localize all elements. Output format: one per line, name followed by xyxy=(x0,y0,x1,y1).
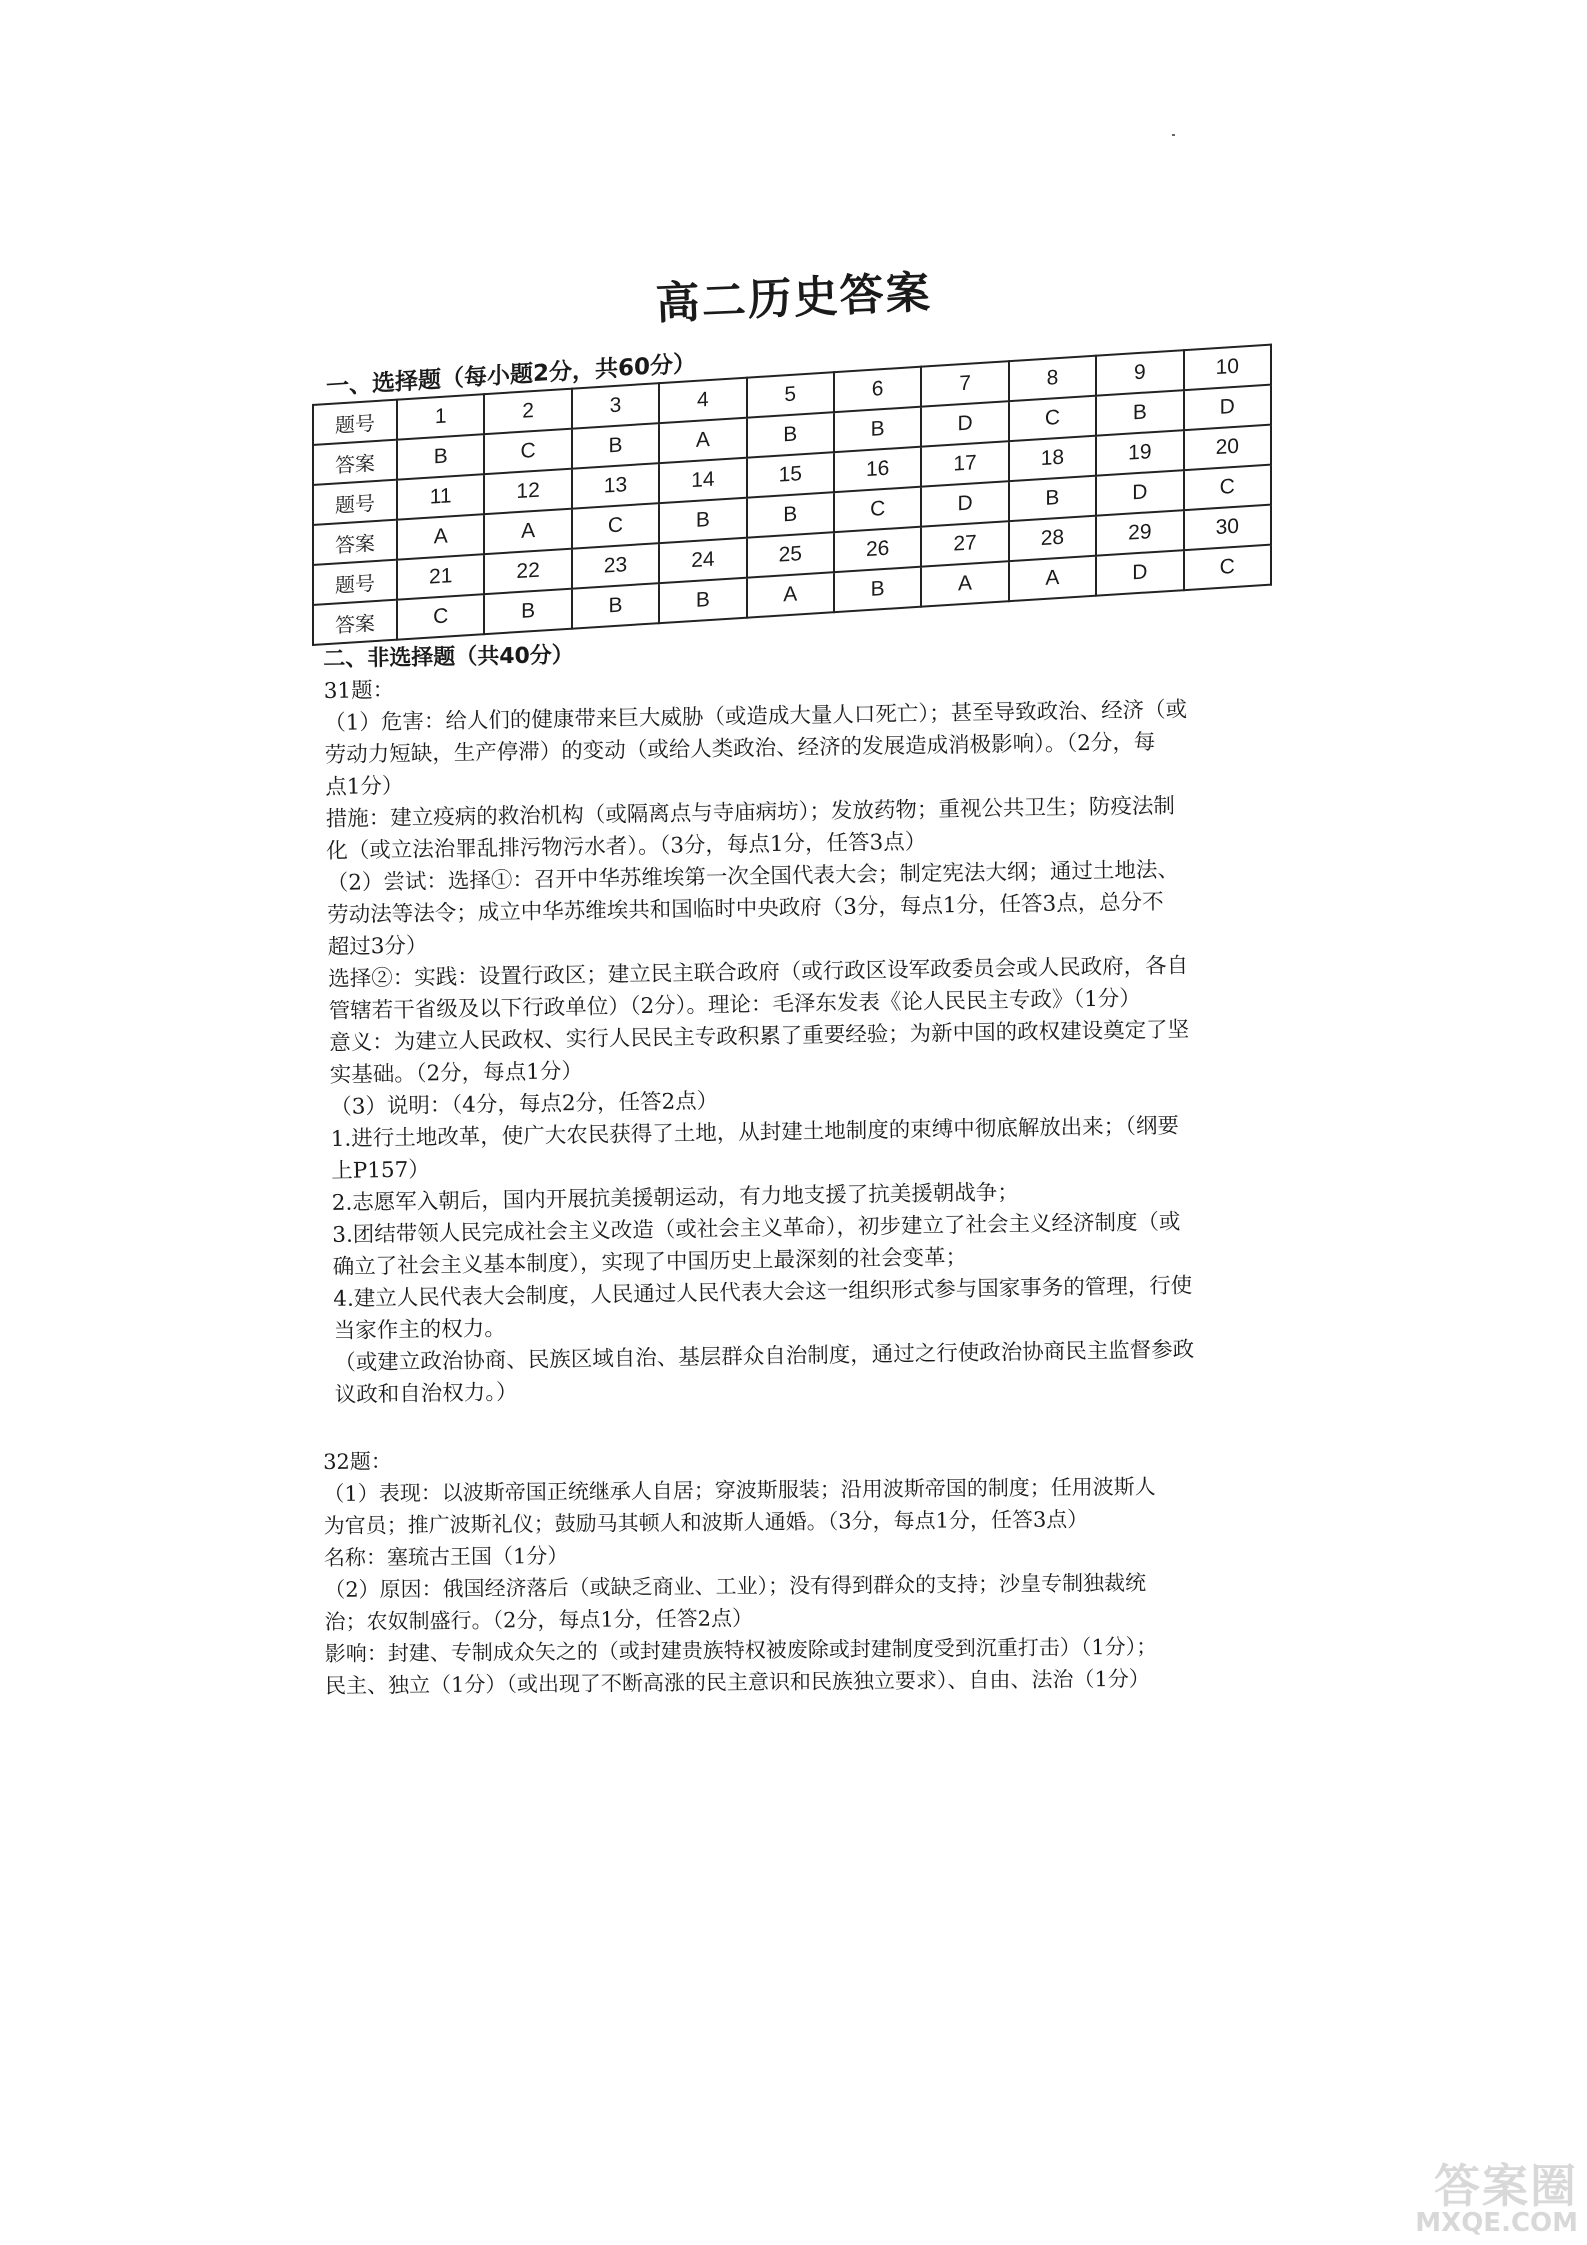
answer-text-line: （3）说明：（4分，每点2分，任答2点） xyxy=(330,1088,719,1120)
answer-cell: B xyxy=(1096,390,1183,435)
page-title: 高二历史答案 xyxy=(654,267,933,330)
answer-text-line: （2）尝试：选择①：召开中华苏维埃第一次全国代表大会；制定宪法大纲；通过土地法、 xyxy=(326,857,1180,896)
question-number-cell: 22 xyxy=(484,549,571,594)
answer-cell: B xyxy=(659,578,746,623)
answer-text-line: 超过3分） xyxy=(327,933,428,960)
question-number-cell: 4 xyxy=(659,378,746,423)
question-number-cell: 16 xyxy=(834,447,921,492)
question-number-cell: 30 xyxy=(1184,505,1271,551)
answer-text-line: 劳动法等法令；成立中华苏维埃共和国临时中央政府（3分，每点1分，任答3点，总分不 xyxy=(327,889,1164,928)
watermark-logo-text: 答案圈 xyxy=(1434,2159,1578,2213)
question-number-cell: 10 xyxy=(1184,345,1271,391)
watermark-url: MXQE.COM xyxy=(1415,2208,1578,2238)
answer-text-line: （1）危害：给人们的健康带来巨大威胁（或造成大量人口死亡）；甚至导致政治、经济（或 xyxy=(324,697,1188,736)
answer-text-line: 措施：建立疫病的救治机构（或隔离点与寺庙病坊）；发放药物；重视公共卫生；防疫法制 xyxy=(325,793,1176,832)
answer-cell: A xyxy=(747,572,834,617)
answer-cell: B xyxy=(834,567,921,612)
question-number-cell: 23 xyxy=(572,543,659,588)
answer-cell: C xyxy=(1184,465,1271,511)
row-label-answer: 答案 xyxy=(313,440,397,485)
question-number-cell: 13 xyxy=(572,463,659,508)
answer-cell: D xyxy=(921,401,1008,446)
question-number-cell: 1 xyxy=(397,394,484,439)
question-number-cell: 8 xyxy=(1009,356,1096,401)
answer-text-line: 上P157） xyxy=(331,1157,430,1184)
answer-text-line: 意义：为建立人民政权、实行人民民主专政积累了重要经验；为新中国的政权建设奠定了坚 xyxy=(329,1017,1190,1056)
question-number-cell: 7 xyxy=(921,361,1008,406)
question-number-cell: 25 xyxy=(747,532,834,577)
answer-cell: B xyxy=(1009,476,1096,521)
answer-cell: A xyxy=(921,561,1008,606)
question-number-cell: 6 xyxy=(834,367,921,412)
answer-cell: B xyxy=(572,423,659,468)
answer-cell: B xyxy=(834,407,921,452)
watermark-logo xyxy=(1378,2159,1578,2242)
question-number-cell: 29 xyxy=(1096,510,1183,555)
row-label-question: 题号 xyxy=(313,480,397,525)
answer-cell: D xyxy=(1096,470,1183,515)
answer-text-line: 31题： xyxy=(323,677,395,704)
question-number-cell: 12 xyxy=(484,469,571,514)
answer-cell: B xyxy=(747,492,834,537)
q31-answer-block xyxy=(323,629,1275,1412)
answer-text-line: 为官员；推广波斯礼仪；鼓励马其顿人和波斯人通婚。（3分，每点1分，任答3点） xyxy=(323,1507,1089,1538)
row-label-question: 题号 xyxy=(313,560,397,605)
question-number-cell: 2 xyxy=(484,389,571,434)
answer-cell: B xyxy=(484,589,571,634)
question-number-cell: 28 xyxy=(1009,516,1096,561)
question-number-cell: 3 xyxy=(572,383,659,428)
section2-heading: 二、非选择题（共40分） xyxy=(323,643,575,672)
row-label-answer: 答案 xyxy=(313,600,397,645)
answer-text-line: 1.进行土地改革，使广大农民获得了土地，从封建土地制度的束缚中彻底解放出来；（纲要 xyxy=(330,1113,1180,1152)
answer-text-line: 点1分） xyxy=(325,773,404,800)
answer-cell: C xyxy=(572,503,659,548)
row-label-question: 题号 xyxy=(313,400,397,445)
answer-text-line: 化（或立法治罪乱排污物污水者）。（3分，每点1分，任答3点） xyxy=(326,829,927,864)
answer-cell: C xyxy=(834,487,921,532)
answer-text-line: 3.团结带领人民完成社会主义改造（或社会主义革命），初步建立了社会主义经济制度（或 xyxy=(332,1209,1181,1248)
answer-cell: A xyxy=(659,418,746,463)
row-label-answer: 答案 xyxy=(313,520,397,565)
answer-cell: C xyxy=(1184,545,1271,591)
answer-text-line: 名称：塞琉古王国（1分） xyxy=(323,1543,569,1570)
question-number-cell: 5 xyxy=(747,372,834,417)
answer-text-line: 劳动力短缺，生产停滞）的变动（或给人类政治、经济的发展造成消极影响）。（2分，每 xyxy=(324,729,1156,768)
answer-text-line: 2.志愿军入朝后，国内开展抗美援朝运动，有力地支援了抗美援朝战争； xyxy=(331,1180,1019,1216)
question-number-cell: 15 xyxy=(747,452,834,497)
question-number-cell: 27 xyxy=(921,521,1008,566)
answer-text-line: （2）原因：俄国经济落后（或缺乏商业、工业）；没有得到群众的支持；沙皇专制独裁统 xyxy=(324,1570,1147,1602)
scan-speck xyxy=(1172,134,1175,136)
question-number-cell: 14 xyxy=(659,458,746,503)
question-number-cell: 26 xyxy=(834,527,921,572)
answer-cell: A xyxy=(1009,556,1096,601)
answer-cell: B xyxy=(659,498,746,543)
answer-text-line: 当家作主的权力。 xyxy=(333,1316,506,1344)
answer-text-line: 确立了社会主义基本制度），实现了中国历史上最深刻的社会变革； xyxy=(332,1244,968,1280)
answer-text-line: 民主、独立（1分）（或出现了不断高涨的民主意识和民族独立要求）、自由、法治（1分） xyxy=(324,1666,1150,1698)
question-number-cell: 19 xyxy=(1096,430,1183,475)
answer-text-line: 实基础。（2分，每点1分） xyxy=(329,1058,584,1088)
answer-text-line: 影响：封建、专制成众矢之的（或封建贵族特权被废除或封建制度受到沉重打击）（1分）； xyxy=(324,1634,1158,1666)
answer-cell: D xyxy=(1184,385,1271,431)
answer-cell: B xyxy=(572,583,659,628)
answer-cell: D xyxy=(921,481,1008,526)
answer-text-line: （或建立政治协商、民族区域自治、基层群众自治制度，通过之行使政治协商民主监督参政 xyxy=(334,1337,1195,1376)
question-number-cell: 17 xyxy=(921,441,1008,486)
answer-text-line: 32题： xyxy=(323,1449,392,1474)
question-number-cell: 18 xyxy=(1009,436,1096,481)
answer-cell: A xyxy=(397,514,484,559)
section1-heading: 一、选择题（每小题2分，共60分） xyxy=(326,350,697,401)
question-number-cell: 24 xyxy=(659,538,746,583)
answer-cell: A xyxy=(484,509,571,554)
answer-text-line: 4.建立人民代表大会制度，人民通过人民代表大会这一组织形式参与国家事务的管理，行使 xyxy=(333,1273,1193,1312)
answer-text-line: 议政和自治权力。） xyxy=(334,1380,518,1408)
question-number-cell: 21 xyxy=(397,554,484,599)
answer-cell: C xyxy=(484,429,571,474)
answer-cell: C xyxy=(1009,396,1096,441)
answer-text-line: （1）表现：以波斯帝国正统继承人自居；穿波斯服装；沿用波斯帝国的制度；任用波斯人 xyxy=(323,1474,1156,1506)
answer-cell: C xyxy=(397,594,484,639)
answer-text-line: 选择②：实践：设置行政区；建立民主联合政府（或行政区设军政委员会或人民政府，各自 xyxy=(328,953,1189,992)
question-number-cell: 11 xyxy=(397,474,484,519)
q32-answer-block xyxy=(323,1438,1265,1702)
answer-cell: B xyxy=(747,412,834,457)
question-number-cell: 20 xyxy=(1184,425,1271,471)
answer-cell: D xyxy=(1096,550,1183,595)
question-number-cell: 9 xyxy=(1096,350,1183,395)
answer-text-line: 治；农奴制盛行。（2分，每点1分，任答2点） xyxy=(324,1606,754,1634)
answer-cell: B xyxy=(397,434,484,479)
answer-table-section xyxy=(312,240,1272,646)
answer-text-line: 管辖若干省级及以下行政单位）（2分）。理论：毛泽东发表《论人民民主专政》（1分） xyxy=(328,986,1141,1024)
